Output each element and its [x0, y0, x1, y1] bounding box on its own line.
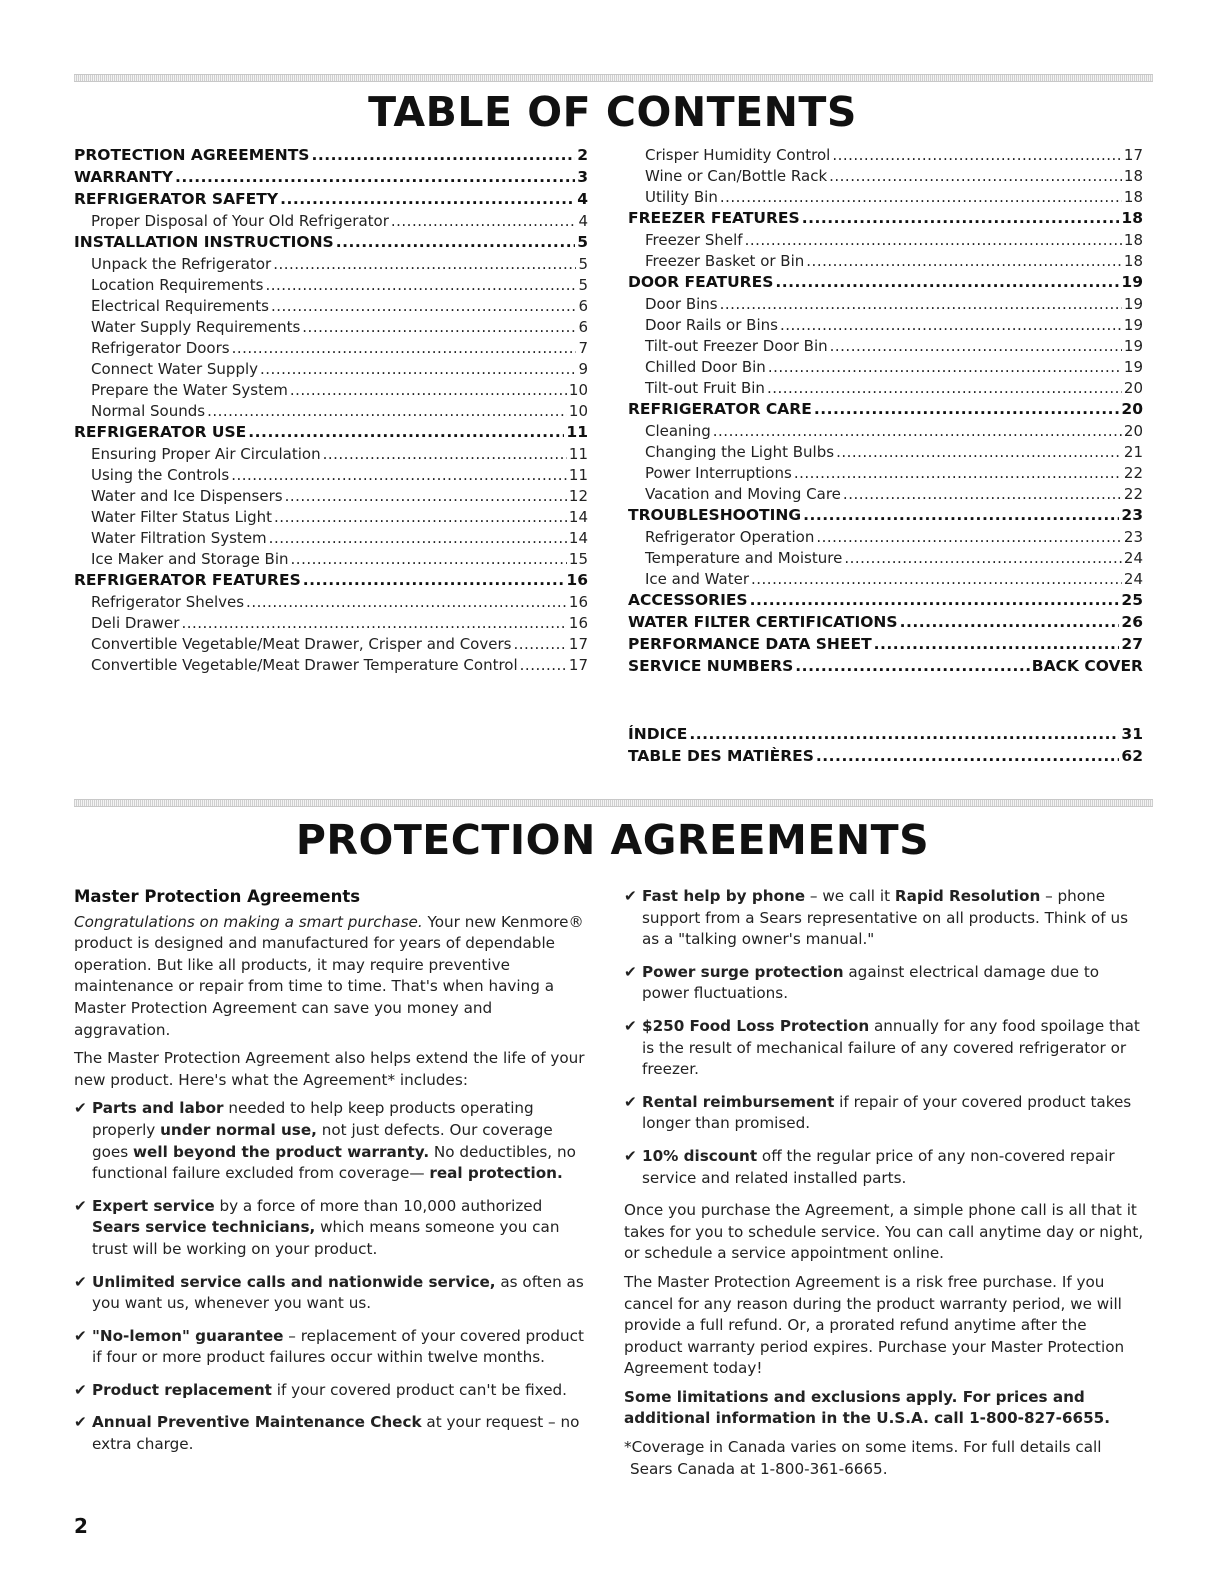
toc-leader-dots [900, 613, 1120, 631]
toc-leader-dots [768, 358, 1122, 376]
toc-subsection-entry [74, 318, 588, 339]
canada-note-line-2: Sears Canada at 1-800-361-6665. [630, 1459, 888, 1478]
benefit-highlight: "No-lemon" guarantee [92, 1326, 284, 1345]
canada-note [624, 1437, 1144, 1480]
benefit-text [642, 962, 1144, 1005]
toc-section-entry [628, 591, 1143, 613]
toc-entry-label: Convertible Vegetable/Meat Drawer Temperature Control [91, 656, 518, 674]
toc-subsection-entry [628, 231, 1143, 252]
toc-subsection-entry [74, 381, 588, 402]
toc-entry-label: Prepare the Water System [91, 381, 288, 399]
toc-entry-page: 23 [1123, 528, 1143, 546]
toc-leader-dots [816, 528, 1122, 546]
toc-leader-dots [713, 422, 1122, 440]
benefit-highlight: Product replacement [92, 1380, 272, 1399]
benefit-list-left [74, 1098, 590, 1455]
toc-entry-page: 14 [568, 529, 588, 547]
benefit-item [74, 1272, 590, 1315]
toc-leader-dots [803, 506, 1119, 524]
toc-entry-page: 20 [1123, 379, 1143, 397]
toc-entry-label: Utility Bin [645, 188, 718, 206]
toc-entry-label: TABLE DES MATIÈRES [628, 747, 814, 765]
toc-entry-label: Ensuring Proper Air Circulation [91, 445, 321, 463]
intro-paragraph [74, 912, 590, 1042]
toc-entry-label: Refrigerator Doors [91, 339, 230, 357]
benefit-highlight: Parts and labor [92, 1099, 224, 1118]
toc-leader-dots [303, 571, 565, 589]
toc-entry-label: Using the Controls [91, 466, 230, 484]
toc-leader-dots [751, 570, 1122, 588]
intro-rest: Your new Kenmore® product is designed and manufactured for years of dependable operation. But like all products, it may require preventive maintenance or repair from time to time. That's when having a Master Protection Agreement can save you money and aggravation. [74, 912, 584, 1039]
benefit-highlight: Unlimited service calls and nationwide service, [92, 1272, 496, 1291]
toc-leader-dots [843, 485, 1122, 503]
toc-entry-page: 11 [566, 423, 588, 441]
toc-subsection-entry [628, 528, 1143, 549]
toc-entry-label: ACCESSORIES [628, 591, 748, 609]
toc-leader-dots [795, 657, 1029, 675]
toc-subsection-entry [74, 360, 588, 381]
toc-entry-label: REFRIGERATOR SAFETY [74, 190, 279, 208]
toc-leader-dots [689, 725, 1119, 743]
toc-title: TABLE OF CONTENTS [368, 88, 857, 136]
risk-free-paragraph: The Master Protection Agreement is a risk free purchase. If you cancel for any reason during the product warranty period, we will provide a full refund. Or, a prorated refund anytime after the product warranty period expires. Purchase your Master Protection Agreement today! [624, 1272, 1125, 1378]
toc-leader-dots [829, 167, 1122, 185]
toc-subsection-entry [74, 255, 588, 276]
toc-entry-label: REFRIGERATOR FEATURES [74, 571, 301, 589]
benefit-text [642, 1092, 1144, 1135]
toc-leader-dots [720, 188, 1122, 206]
toc-subsection-entry [74, 402, 588, 423]
toc-entry-label: Normal Sounds [91, 402, 206, 420]
benefit-detail: if your covered product can't be fixed. [271, 1380, 568, 1399]
benefit-text [92, 1098, 590, 1184]
toc-entry-label: Changing the Light Bulbs [645, 443, 835, 461]
checkmark-icon: ✔ [624, 1146, 637, 1165]
benefit-detail: No deductibles, no functional failure excluded from coverage— [92, 1142, 576, 1183]
toc-leader-dots [874, 635, 1120, 653]
toc-leader-dots [836, 443, 1122, 461]
section-heading: Master Protection Agreements [74, 887, 361, 906]
benefit-highlight: under normal use, [160, 1120, 317, 1139]
toc-entry-page: 16 [568, 614, 588, 632]
checkmark-icon: ✔ [624, 1016, 637, 1035]
toc-entry-page: 6 [578, 297, 588, 315]
toc-subsection-entry [74, 529, 588, 550]
benefit-highlight: Expert service [92, 1196, 215, 1215]
benefit-highlight: Rental reimbursement [642, 1092, 835, 1111]
toc-entry-label: PERFORMANCE DATA SHEET [628, 635, 872, 653]
toc-entry-page: 19 [1123, 337, 1143, 355]
toc-entry-page: 4 [578, 212, 588, 230]
toc-entry-label: Chilled Door Bin [645, 358, 766, 376]
toc-entry-page: 3 [577, 168, 588, 186]
limitations-note: Some limitations and exclusions apply. For prices and additional information in the U.S.A. call 1-800-827-6655. [624, 1387, 1111, 1428]
benefit-text [92, 1326, 590, 1369]
toc-entry-label: Power Interruptions [645, 464, 792, 482]
checkmark-icon: ✔ [74, 1326, 87, 1345]
toc-section-entry [74, 146, 588, 168]
benefit-text [642, 1146, 1144, 1189]
toc-section-entry [74, 168, 588, 190]
toc-entry-page: 19 [1123, 295, 1143, 313]
toc-subsection-entry [74, 339, 588, 360]
toc-subsection-entry [628, 443, 1143, 464]
toc-entry-label: Deli Drawer [91, 614, 180, 632]
toc-entry-label: Door Rails or Bins [645, 316, 778, 334]
benefit-detail: – we call it [805, 887, 895, 905]
toc-entry-page: 14 [568, 508, 588, 526]
benefit-highlight: Rapid Resolution [894, 887, 1041, 905]
benefit-detail: if repair of your covered product takes longer than promised. [642, 1092, 1132, 1133]
toc-entry-label: Water Filter Status Light [91, 508, 273, 526]
toc-entry-label: Cleaning [645, 422, 711, 440]
toc-leader-dots [816, 747, 1120, 765]
toc-leader-dots [175, 168, 575, 186]
toc-entry-page: 5 [578, 276, 588, 294]
toc-entry-page: 20 [1121, 400, 1143, 418]
toc-entry-page: 10 [568, 381, 588, 399]
schedule-paragraph: Once you purchase the Agreement, a simple phone call is all that it takes for you to schedule service. You can call anytime day or night, or schedule a service appointment online. [624, 1201, 1144, 1263]
toc-entry-page: 9 [578, 360, 588, 378]
benefit-detail: not just defects. Our coverage goes [92, 1120, 553, 1161]
benefit-highlight: 10% discount [642, 1146, 758, 1165]
toc-entry-label: Convertible Vegetable/Meat Drawer, Crisper and Covers [91, 635, 512, 653]
toc-subsection-entry [74, 276, 588, 297]
toc-entry-page: 17 [1123, 146, 1143, 164]
benefit-detail: – phone support from a Sears representative on all products. Think of us as a "talking owner's manual." [642, 887, 1129, 949]
toc-entry-page: 23 [1121, 506, 1143, 524]
toc-leader-dots [231, 466, 567, 484]
benefit-detail: off the regular price of any non-covered repair service and related installed parts. [642, 1146, 1115, 1187]
toc-subsection-entry [74, 487, 588, 508]
toc-entry-label: Freezer Basket or Bin [645, 252, 805, 270]
toc-leader-dots [285, 487, 567, 505]
toc-subsection-entry [628, 379, 1143, 400]
checkmark-icon: ✔ [74, 1099, 87, 1118]
toc-entry-label: Location Requirements [91, 276, 264, 294]
toc-leader-dots [391, 212, 577, 230]
toc-section-entry [74, 571, 588, 593]
toc-entry-label: REFRIGERATOR USE [74, 423, 247, 441]
toc-leader-dots [248, 423, 564, 441]
toc-section-entry [628, 657, 1143, 679]
toc-leader-dots [311, 146, 575, 164]
toc-entry-label: Ice and Water [645, 570, 749, 588]
toc-entry-page: 26 [1121, 613, 1143, 631]
toc-section-entry [628, 635, 1143, 657]
toc-subsection-entry [628, 422, 1143, 443]
toc-section-entry [628, 209, 1143, 231]
page-number: 2 [74, 1514, 88, 1538]
benefit-detail: at your request – no extra charge. [92, 1413, 580, 1454]
toc-entry-page: 19 [1123, 316, 1143, 334]
intro-italic: Congratulations on making a smart purchase. [74, 912, 423, 931]
toc-right-column [628, 146, 1143, 679]
toc-leader-dots [260, 360, 576, 378]
toc-entry-page: 5 [577, 233, 588, 251]
toc-entry-label: Crisper Humidity Control [645, 146, 831, 164]
toc-leader-dots [302, 318, 576, 336]
toc-leader-dots [767, 379, 1122, 397]
benefit-detail: against electrical damage due to power fluctuations. [642, 962, 1100, 1003]
benefit-detail: annually for any food spoilage that is the result of mechanical failure of any covered refrigerator or freezer. [642, 1016, 1140, 1079]
benefit-item [74, 1196, 590, 1261]
protection-title: PROTECTION AGREEMENTS [295, 816, 930, 864]
toc-leader-dots [280, 190, 575, 208]
protection-left-column [74, 886, 590, 1467]
toc-leader-dots [830, 337, 1122, 355]
toc-section-entry [628, 725, 1143, 747]
toc-entry-label: Water and Ice Dispensers [91, 487, 283, 505]
toc-subsection-entry [74, 445, 588, 466]
toc-entry-page: 25 [1121, 591, 1143, 609]
benefit-item [624, 1146, 1144, 1189]
toc-subsection-entry [628, 188, 1143, 209]
toc-section-entry [628, 747, 1143, 769]
toc-leader-dots [273, 255, 576, 273]
toc-entry-page: 11 [568, 466, 588, 484]
toc-leader-dots [246, 593, 567, 611]
toc-leader-dots [269, 529, 567, 547]
toc-subsection-entry [628, 358, 1143, 379]
toc-entry-label: Wine or Can/Bottle Rack [645, 167, 828, 185]
toc-subsection-entry [74, 656, 588, 677]
toc-entry-page: 31 [1121, 725, 1143, 743]
benefit-item [624, 962, 1144, 1005]
checkmark-icon: ✔ [624, 1092, 637, 1111]
toc-entry-page: 19 [1123, 358, 1143, 376]
toc-leader-dots [207, 402, 567, 420]
toc-entry-page: 18 [1121, 209, 1143, 227]
toc-entry-label: REFRIGERATOR CARE [628, 400, 812, 418]
protection-right-column [624, 886, 1144, 1480]
toc-entry-label: ÍNDICE [628, 725, 688, 743]
toc-leader-dots [802, 209, 1120, 227]
benefit-detail: – replacement of your covered product if four or more product failures occur within twelve months. [92, 1326, 584, 1367]
toc-leader-dots [336, 233, 575, 251]
toc-subsection-entry [628, 316, 1143, 337]
checkmark-icon: ✔ [74, 1380, 87, 1399]
toc-leader-dots [832, 146, 1122, 164]
toc-other-languages [628, 725, 1143, 769]
toc-leader-dots [232, 339, 577, 357]
toc-subsection-entry [74, 635, 588, 656]
toc-entry-page: 20 [1123, 422, 1143, 440]
toc-entry-page: 4 [577, 190, 588, 208]
toc-leader-dots [181, 614, 566, 632]
toc-subsection-entry [628, 167, 1143, 188]
toc-entry-page: 24 [1123, 570, 1143, 588]
toc-subsection-entry [74, 593, 588, 614]
toc-entry-page: 24 [1123, 549, 1143, 567]
checkmark-icon: ✔ [624, 962, 637, 981]
toc-entry-page: 21 [1123, 443, 1143, 461]
toc-entry-label: Vacation and Moving Care [645, 485, 841, 503]
toc-entry-page: 17 [568, 635, 588, 653]
toc-subsection-entry [74, 212, 588, 233]
toc-leader-dots [271, 297, 576, 315]
toc-leader-dots [806, 252, 1122, 270]
benefit-text [642, 886, 1144, 951]
toc-section-entry [74, 190, 588, 212]
toc-entry-page: 2 [577, 146, 588, 164]
benefit-highlight: Annual Preventive Maintenance Check [92, 1413, 422, 1432]
toc-subsection-entry [628, 252, 1143, 273]
toc-entry-label: Unpack the Refrigerator [91, 255, 272, 273]
toc-entry-label: Water Supply Requirements [91, 318, 301, 336]
toc-entry-page: 11 [568, 445, 588, 463]
benefit-item [624, 1092, 1144, 1135]
toc-section-entry [628, 506, 1143, 528]
toc-entry-label: Refrigerator Shelves [91, 593, 245, 611]
checkmark-icon: ✔ [74, 1196, 87, 1215]
benefit-detail: needed to help keep products operating properly [92, 1099, 534, 1139]
toc-subsection-entry [628, 549, 1143, 570]
benefit-item [74, 1098, 590, 1184]
toc-entry-page: 18 [1123, 252, 1143, 270]
benefit-text [92, 1412, 590, 1455]
toc-entry-label: TROUBLESHOOTING [628, 506, 802, 524]
toc-entry-page: 27 [1121, 635, 1143, 653]
checkmark-icon: ✔ [624, 887, 637, 905]
toc-entry-label: Door Bins [645, 295, 718, 313]
toc-entry-label: Proper Disposal of Your Old Refrigerator [91, 212, 389, 230]
toc-entry-page: 6 [578, 318, 588, 336]
toc-entry-label: DOOR FEATURES [628, 273, 774, 291]
toc-entry-page: 16 [568, 593, 588, 611]
toc-leader-dots [814, 400, 1120, 418]
toc-entry-page: 19 [1121, 273, 1143, 291]
toc-entry-label: WATER FILTER CERTIFICATIONS [628, 613, 898, 631]
toc-leader-dots [323, 445, 567, 463]
benefit-detail: by a force of more than 10,000 authorized [214, 1196, 543, 1215]
toc-entry-page: 62 [1121, 747, 1143, 765]
toc-subsection-entry [74, 466, 588, 487]
canada-note-line-1: *Coverage in Canada varies on some items. For full details call [624, 1438, 1102, 1457]
toc-section-entry [628, 273, 1143, 295]
toc-section-entry [628, 400, 1143, 422]
toc-entry-page: 18 [1123, 188, 1143, 206]
toc-entry-page: 12 [568, 487, 588, 505]
toc-subsection-entry [628, 337, 1143, 358]
benefit-highlight: Sears service technicians, [92, 1218, 316, 1237]
toc-entry-page: 7 [578, 339, 588, 357]
benefit-item [624, 886, 1144, 951]
toc-subsection-entry [74, 508, 588, 529]
toc-leader-dots [266, 276, 577, 294]
toc-leader-dots [780, 316, 1122, 334]
benefit-list-right [624, 886, 1144, 1189]
includes-paragraph: The Master Protection Agreement also helps extend the life of your new product. Here's what the Agreement* includes: [74, 1049, 585, 1089]
benefit-highlight: Power surge protection [642, 962, 844, 981]
toc-entry-label: Electrical Requirements [91, 297, 269, 315]
toc-leader-dots [274, 508, 567, 526]
toc-entry-page: 17 [568, 656, 588, 674]
toc-entry-label: Water Filtration System [91, 529, 267, 547]
toc-entry-page: 18 [1123, 231, 1143, 249]
toc-subsection-entry [628, 146, 1143, 167]
toc-entry-label: PROTECTION AGREEMENTS [74, 146, 310, 164]
toc-entry-label: INSTALLATION INSTRUCTIONS [74, 233, 334, 251]
toc-leader-dots [290, 381, 567, 399]
toc-entry-page: 16 [566, 571, 588, 589]
top-divider [74, 74, 1153, 82]
benefit-text [92, 1380, 590, 1402]
benefit-text [92, 1196, 590, 1261]
toc-entry-page: BACK COVER [1031, 657, 1143, 675]
toc-leader-dots [520, 656, 567, 674]
toc-entry-label: SERVICE NUMBERS [628, 657, 794, 675]
toc-section-entry [74, 233, 588, 255]
toc-entry-label: FREEZER FEATURES [628, 209, 800, 227]
toc-entry-label: WARRANTY [74, 168, 174, 186]
benefit-highlight: real protection. [429, 1164, 563, 1183]
middle-divider [74, 799, 1153, 807]
toc-leader-dots [513, 635, 566, 653]
benefit-detail: which means someone you can trust will be working on your product. [92, 1218, 560, 1258]
toc-leader-dots [750, 591, 1120, 609]
toc-leader-dots [844, 549, 1122, 567]
benefit-item [74, 1326, 590, 1369]
toc-entry-label: Connect Water Supply [91, 360, 259, 378]
toc-subsection-entry [628, 485, 1143, 506]
toc-entry-label: Refrigerator Operation [645, 528, 815, 546]
toc-subsection-entry [74, 297, 588, 318]
benefit-highlight: well beyond the product warranty. [133, 1142, 430, 1161]
checkmark-icon: ✔ [74, 1413, 87, 1432]
toc-leader-dots [720, 295, 1122, 313]
benefit-detail: as often as you want us, whenever you want us. [92, 1272, 584, 1313]
toc-entry-page: 15 [568, 550, 588, 568]
toc-leader-dots [291, 550, 567, 568]
benefit-highlight: Fast help by phone [642, 887, 806, 905]
toc-entry-page: 22 [1123, 464, 1143, 482]
toc-entry-label: Tilt-out Freezer Door Bin [645, 337, 828, 355]
toc-subsection-entry [628, 464, 1143, 485]
toc-section-entry [628, 613, 1143, 635]
benefit-item [624, 1016, 1144, 1081]
toc-entry-label: Temperature and Moisture [645, 549, 843, 567]
benefit-text [642, 1016, 1144, 1081]
toc-subsection-entry [74, 550, 588, 571]
toc-leader-dots [794, 464, 1122, 482]
toc-leader-dots [745, 231, 1122, 249]
toc-subsection-entry [628, 295, 1143, 316]
toc-subsection-entry [74, 614, 588, 635]
benefit-item [74, 1380, 590, 1402]
toc-entry-label: Freezer Shelf [645, 231, 743, 249]
benefit-highlight: $250 Food Loss Protection [642, 1016, 870, 1035]
toc-section-entry [74, 423, 588, 445]
toc-leader-dots [775, 273, 1119, 291]
toc-entry-label: Ice Maker and Storage Bin [91, 550, 289, 568]
toc-entry-label: Tilt-out Fruit Bin [645, 379, 765, 397]
toc-entry-page: 5 [578, 255, 588, 273]
toc-subsection-entry [628, 570, 1143, 591]
toc-entry-page: 22 [1123, 485, 1143, 503]
benefit-item [74, 1412, 590, 1455]
checkmark-icon: ✔ [74, 1272, 87, 1291]
toc-left-column [74, 146, 588, 677]
toc-entry-page: 18 [1123, 167, 1143, 185]
benefit-text [92, 1272, 590, 1315]
toc-entry-page: 10 [568, 402, 588, 420]
